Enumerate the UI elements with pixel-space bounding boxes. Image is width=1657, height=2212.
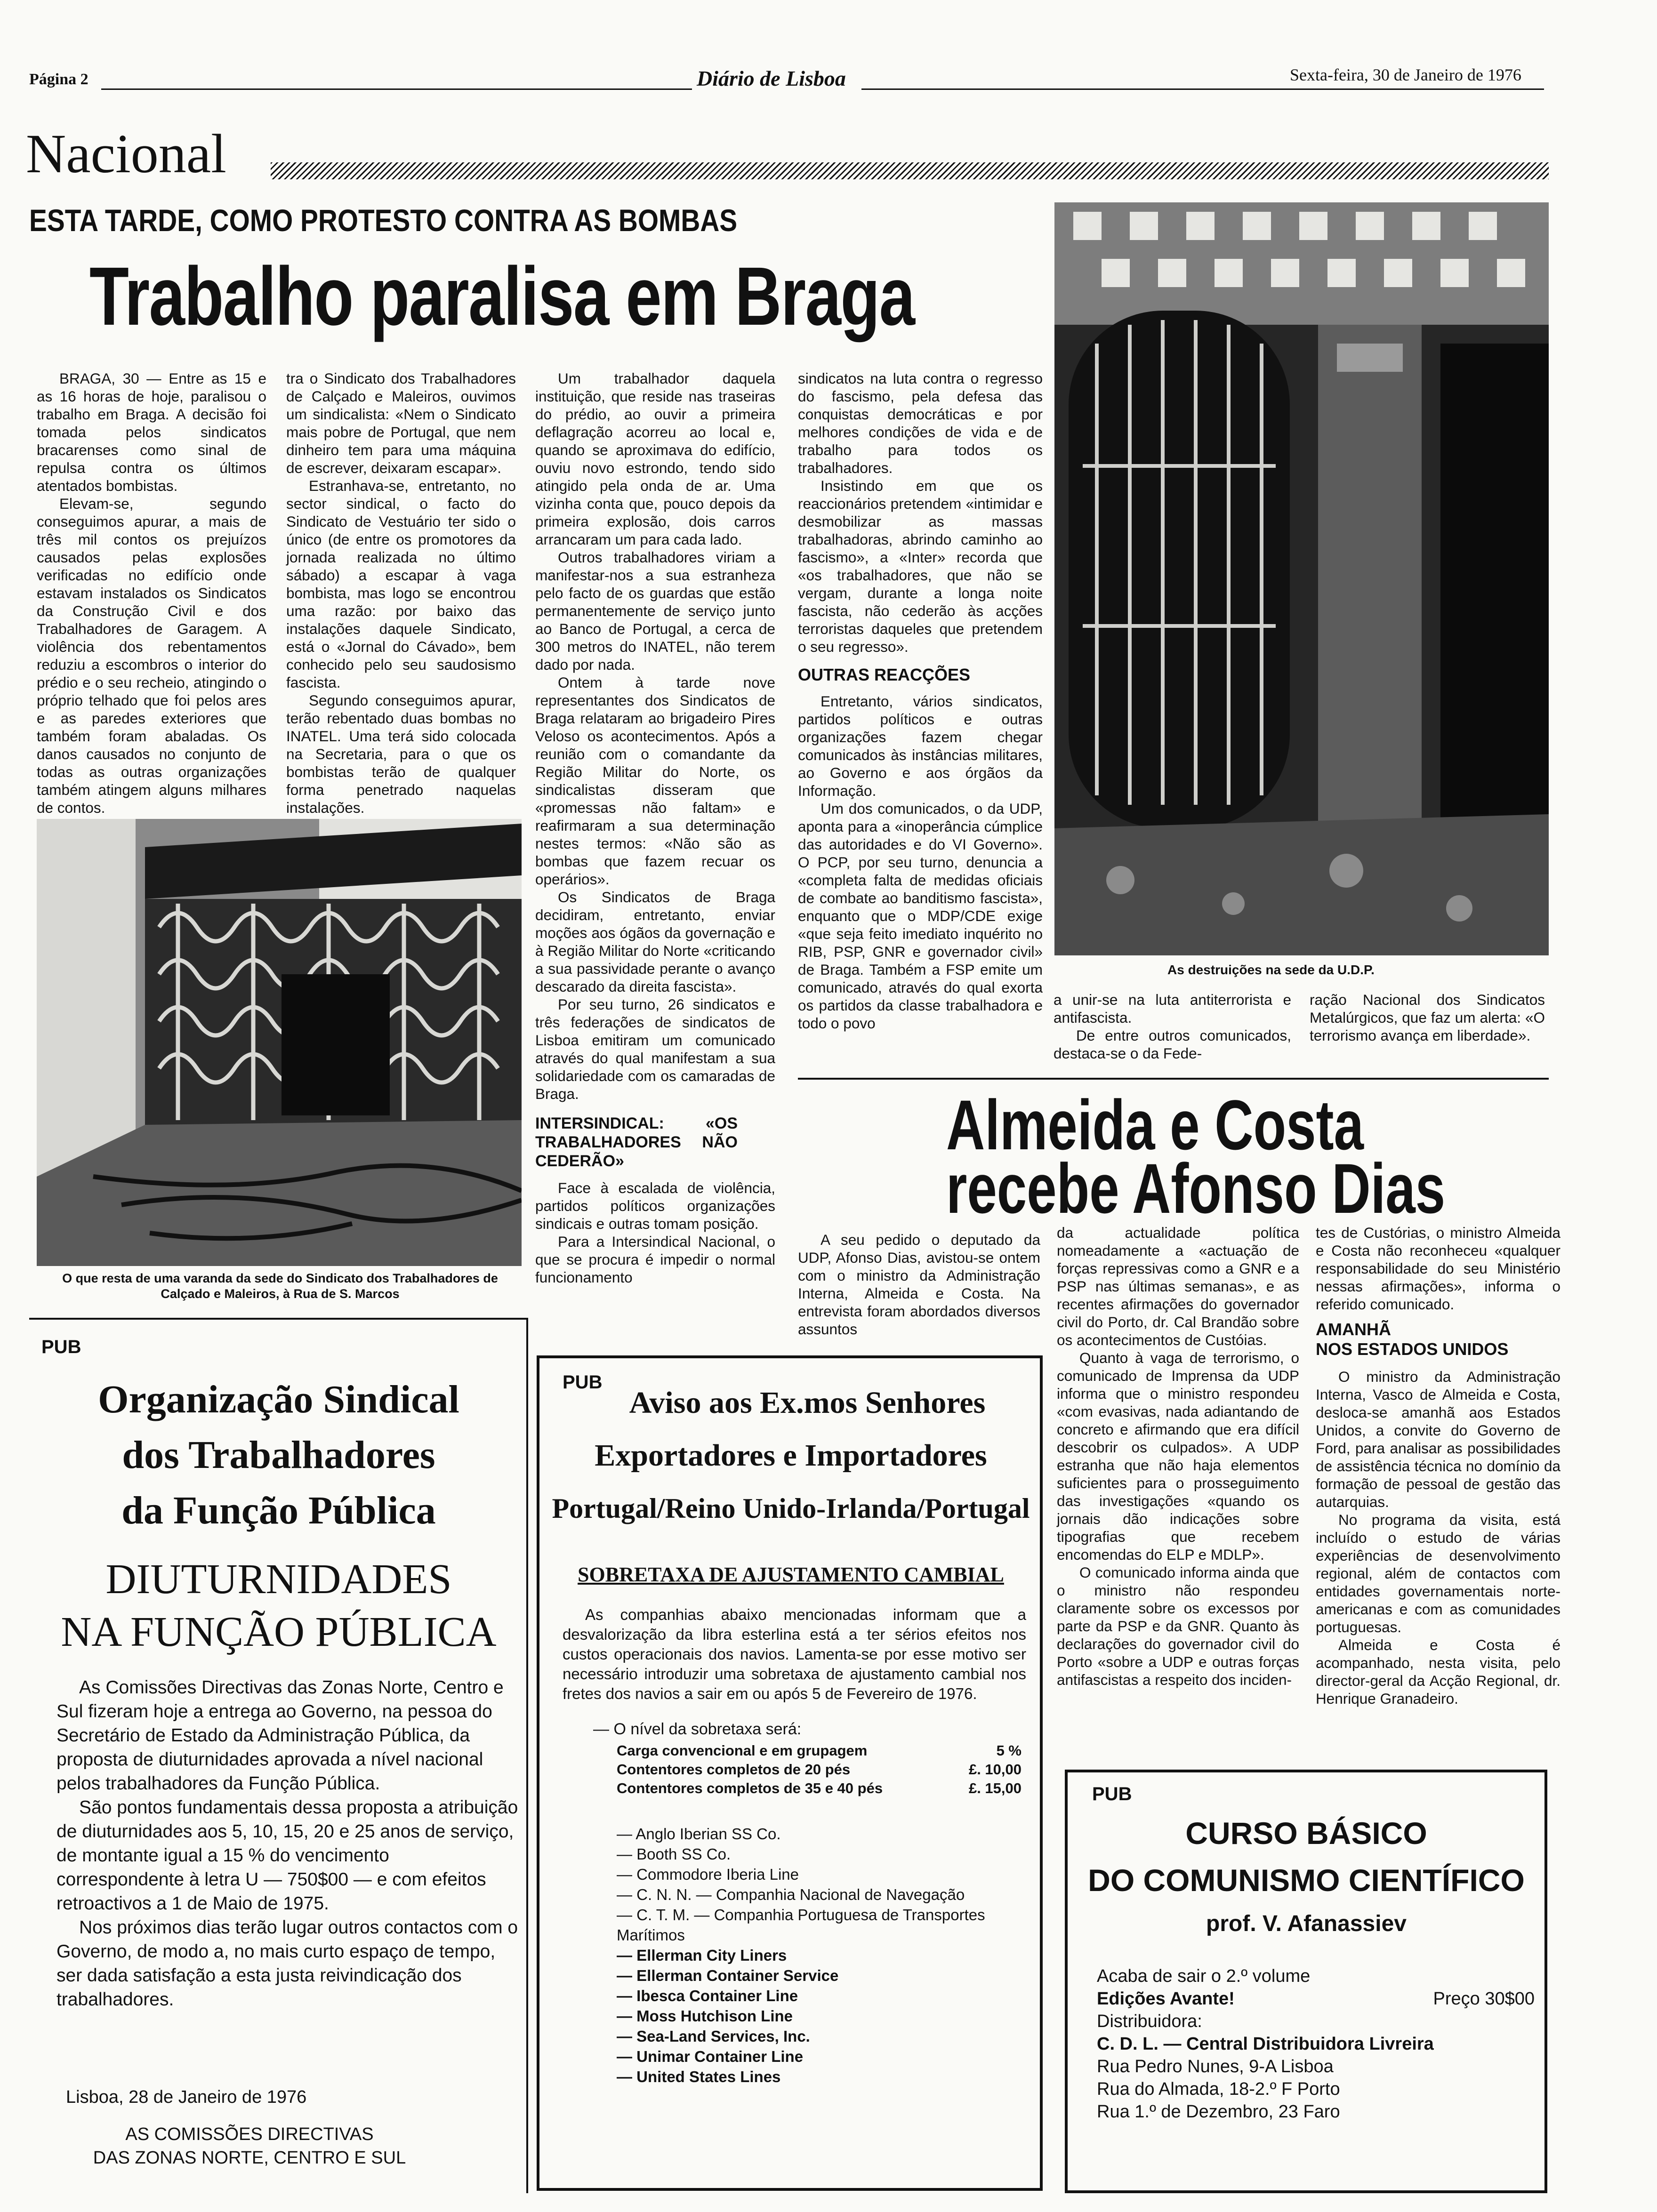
ad-right-address: Rua 1.º de Dezembro, 23 Faro xyxy=(1097,2102,1340,2122)
ad-left-signature xyxy=(56,2123,442,2170)
article-paragraph: De entre outros comunicados, destaca-se o da Fede- xyxy=(1054,1027,1291,1062)
company-item: — C. T. M. — Companhia Portuguesa de Transportes Marítimos xyxy=(617,1906,985,1944)
rate-label: Carga convencional e em grupagem xyxy=(617,1742,868,1759)
company-item: — Booth SS Co. xyxy=(617,1845,731,1863)
ad-mid-rate-intro: — O nível da sobretaxa será: xyxy=(593,1720,802,1738)
ad-mid-rates xyxy=(617,1741,1022,1798)
ad-right-price: Preço 30$00 xyxy=(1433,1989,1535,2009)
article2-col1 xyxy=(798,1231,1040,1338)
masthead-rule-under xyxy=(1271,88,1544,90)
rate-label: Contentores completos de 20 pés xyxy=(617,1761,851,1778)
ad-right-publisher: Edições Avante! xyxy=(1097,1989,1235,2009)
article-paragraph: Um dos comunicados, o da UDP, aponta para a «inoperância cúmplice das autoridades e do VI Governo». O PCP, por seu turno, denuncia a «completa falta de medidas oficiais de combate ao banditismo fascista», enquanto que o MDP/CDE exige «que seja feito imediato inquérito no RIB, PSP, GNR e governador civil» de Braga. Também a FSP emite um comunicado, através do qual exorta os partidos da classe trabalhadora e todo o povo xyxy=(798,800,1043,1032)
section-title: Nacional xyxy=(26,123,226,184)
ad-mid-body xyxy=(563,1605,1026,1704)
ad-mid-title-line2: Exportadores e Importadores xyxy=(595,1438,987,1473)
photo-balcony xyxy=(37,819,522,1266)
article2-col3 xyxy=(1316,1224,1560,1707)
masthead-rule-left xyxy=(101,88,692,90)
article2-headline-1: Almeida e Costa xyxy=(946,1085,1364,1164)
photo-udp-image xyxy=(1054,202,1549,955)
ad-right-title-line1: CURSO BÁSICO xyxy=(1185,1816,1427,1851)
ad-right-details xyxy=(1097,1965,1535,2123)
ad-right-line1: Acaba de sair o 2.º volume xyxy=(1097,1966,1311,1986)
caption-balcony: O que resta de uma varanda da sede do Sindicato dos Trabalhadores de Calçado e Maleiros, à Rua de S. Marcos xyxy=(62,1271,498,1301)
ad-mid-subtitle: SOBRETAXA DE AJUSTAMENTO CAMBIAL xyxy=(578,1563,1004,1586)
photo-udp xyxy=(1054,202,1549,955)
company-item: — Moss Hutchison Line xyxy=(617,2007,793,2025)
ad-right-address: Rua do Almada, 18-2.º F Porto xyxy=(1097,2079,1340,2099)
article-paragraph: Outros trabalhadores viriam a manifestar-nos a sua estranheza pelo facto de os guardas que estão permanentemente de serviço junto ao Banco de Portugal, a cerca de 300 metros do INATEL, não terem dado por nada. xyxy=(535,549,775,673)
article-paragraph: Ontem à tarde nove representantes dos Sindicatos de Braga relataram ao brigadeiro Pires Veloso os acontecimentos. Após a reunião com o comandante da Região Militar do Norte, os sindicalistas disseram que «promessas não faltam» e reafirmaram a sua determinação nestes termos: «Não são as bombas que fazem recuar os operários». xyxy=(535,674,775,888)
caption-udp: As destruições na sede da U.D.P. xyxy=(1167,962,1375,977)
rate-row xyxy=(617,1779,1022,1798)
ad-left-top-rule xyxy=(29,1318,528,1320)
photo-balcony-image xyxy=(37,819,522,1266)
ad-left-title-line2: dos Trabalhadores xyxy=(122,1433,435,1477)
ad-right-address: Rua Pedro Nunes, 9-A Lisboa xyxy=(1097,2057,1334,2076)
ad-right-title xyxy=(1069,1810,1544,1904)
rate-value: 5 % xyxy=(996,1742,1022,1759)
article1-col5 xyxy=(1054,991,1291,1062)
ad-left-title-line1: Organização Sindical xyxy=(98,1378,459,1421)
article-paragraph: tes de Custórias, o ministro Almeida e Costa não reconheceu «qualquer responsabilidade do seu Ministério nessas afirmações», informa o referido comunicado. xyxy=(1316,1224,1560,1313)
ad-right-dist-name: C. D. L. — Central Distribuidora Livreira xyxy=(1097,2034,1434,2054)
company-item: — Unimar Container Line xyxy=(617,2048,804,2065)
ad-right-pub: PUB xyxy=(1092,1784,1132,1804)
ad-left-body xyxy=(56,1675,520,2012)
rate-row xyxy=(617,1760,1022,1779)
subhead-intersindical: INTERSINDICAL: «OS TRABALHADORES NÃO CEDERÃO» xyxy=(535,1114,738,1170)
article-paragraph: Quanto à vaga de terrorismo, o comunicado de Imprensa da UDP informa que o ministro respondeu «com evasivas, nada adiantando de concreto e afirmando que era difícil descobrir os culpados». A UDP estranha que não haja elementos suficientes para o prosseguimento das investigações «quando os jornais dão indicações sobre tipografias que recebem encomendas do ELP e MDLP». xyxy=(1057,1349,1299,1563)
ad-mid-title-line1: Aviso aos Ex.mos Senhores xyxy=(629,1386,986,1420)
article-paragraph: tra o Sindicato dos Trabalhadores de Calçado e Maleiros, ouvimos um sindicalista: «Nem o Sindicato mais pobre de Portugal, que nem dinheiro tem para uma máquina de escrever, deixaram escapar». xyxy=(286,370,516,476)
article-paragraph: da actualidade política nomeadamente a «actuação de forças repressivas como a GNR e a PSP nas últimas semanas», e as recentes afirmações do governador civil do Porto, dr. Cal Brandão sobre os acontecimentos de Custóias. xyxy=(1057,1224,1299,1348)
company-item: — Sea-Land Services, Inc. xyxy=(617,2028,810,2045)
article-paragraph: sindicatos na luta contra o regresso do fascismo, pela defesa das conquistas democráticas e por melhores condições de vida e de trabalho para todos os trabalhadores. xyxy=(798,370,1043,476)
article1-col6 xyxy=(1310,991,1545,1044)
article-headline: Trabalho paralisa em Braga xyxy=(89,250,915,343)
ad-mid-companies xyxy=(617,1824,1022,2087)
article-paragraph: O comunicado informa ainda que o ministro não respondeu claramente sobre os excessos por parte da PSP e da GNR. Quanto às declarações do governador civil do Porto «sobre a UDP e outras forças antifascistas a respeito dos inciden- xyxy=(1057,1564,1299,1688)
ad-left-subtitle-line1: DIUTURNIDADES xyxy=(105,1556,452,1603)
ad-left-pub: PUB xyxy=(41,1337,81,1357)
ad-left-paragraph: Nos próximos dias terão lugar outros contactos com o Governo, de modo a, no mais curto espaço de tempo, ser dada satisfação a esta justa reivindicação dos trabalhadores. xyxy=(56,1917,518,2010)
article-paragraph: Os Sindicatos de Braga decidiram, entretanto, enviar moções aos ógãos da governação e à Região Militar do Norte «criticando a sua passividade perante o avanço descarado da direita fascista». xyxy=(535,889,775,995)
company-item: — Ibesca Container Line xyxy=(617,1987,798,2004)
ad-right-title-line2: DO COMUNISMO CIENTÍFICO xyxy=(1088,1863,1525,1898)
company-item: — C. N. N. — Companhia Nacional de Navegação xyxy=(617,1886,965,1903)
article-paragraph: BRAGA, 30 — Entre as 15 e as 16 horas de hoje, paralisou o trabalho em Braga. A decisão foi tomada pelos sindicatos bracarenses como sinal de repulsa contra os últimos atentados bombistas. xyxy=(37,370,266,494)
article-kicker: ESTA TARDE, COMO PROTESTO CONTRA AS BOMBAS xyxy=(29,203,738,238)
article-paragraph: Por seu turno, 26 sindicatos e três federações de sindicatos de Lisboa emitiram um comunicado através do qual manifestam a sua solidariedade com os camaradas de Braga. xyxy=(535,996,775,1102)
ad-right-publisher-row xyxy=(1097,1988,1535,2010)
masthead-rule-right xyxy=(861,88,1276,90)
ad-mid-pub: PUB xyxy=(563,1372,603,1393)
ad-mid-paragraph: As companhias abaixo mencionadas informam que a desvalorização da libra esterlina está a ter sérios efeitos nos custos operacionais dos navios. Lamenta-se por esse motivo ser necessário introduzir uma sobretaxa de ajustamento cambial nos fretes dos navios a sair em ou após 5 de Fevereiro de 1976. xyxy=(563,1606,1026,1702)
article-paragraph: Um trabalhador daquela instituição, que reside nas traseiras do prédio, ao ouvir a primeira deflagração acorreu ao local e, quando se aproximava do edifício, ouviu novo estrondo, tendo sido atingido pela onda de ar. Uma vizinha conta que, pouco depois da primeira explosão, dois carros arrancaram um para cada lado. xyxy=(535,370,775,548)
company-item: — Ellerman Container Service xyxy=(617,1967,839,1984)
issue-date: Sexta-feira, 30 de Janeiro de 1976 xyxy=(1290,65,1521,84)
ad-left-title-line3: da Função Pública xyxy=(121,1489,436,1532)
article-paragraph: Estranhava-se, entretanto, no sector sindical, o facto do Sindicato de Vestuário ter sido o único (de entre os promotores da jornada realizada no último sábado) a escapar à vaga bombista, mas logo se encontrou uma razão: por baixo das instalações daquele Sindicato, está o «Jornal do Cávado», bem conhecido pelo seu saudosismo fascista. xyxy=(286,477,516,691)
ad-left-paragraph: São pontos fundamentais dessa proposta a atribuição de diuturnidades aos 5, 10, 15, 20 e 25 anos de serviço, de montante igual a 15 % do vencimento correspondente à letra U — 750$00 — e com efeitos retroactivos a 1 de Maio de 1975. xyxy=(56,1797,518,1914)
rate-row xyxy=(617,1741,1022,1760)
article-paragraph: Segundo conseguimos apurar, terão rebentado duas bombas no INATEL. Uma terá sido colocada na Secretaria, para o que os bombistas terão de qualquer forma penetrado naquelas instalações. xyxy=(286,692,516,816)
article-paragraph: No programa da visita, está incluído o estudo de várias experiências de desenvolvimento regional, além de contactos com entidades governamentais norte-americanas e com as comunidades portuguesas. xyxy=(1316,1511,1560,1635)
article-paragraph: a unir-se na luta antiterrorista e antifascista. xyxy=(1054,991,1291,1026)
article1-col2 xyxy=(286,369,516,817)
subhead-amanha-line1: AMANHÃ xyxy=(1316,1320,1391,1339)
ad-mid-title xyxy=(541,1377,1040,1535)
ad-left-signature-line1: AS COMISSÕES DIRECTIVAS xyxy=(125,2124,374,2144)
article1-col1 xyxy=(37,369,266,834)
ad-left-subtitle-line2: NA FUNÇÃO PÚBLICA xyxy=(61,1609,497,1655)
article1-col4 xyxy=(798,369,1043,1032)
page-number: Página 2 xyxy=(29,71,88,88)
article-paragraph: ração Nacional dos Sindicatos Metalúrgicos, que faz um alerta: «O terrorismo avança em liberdade». xyxy=(1310,991,1545,1044)
article-paragraph: Insistindo em que os reaccionários pretendem «intimidar e desmobilizar as massas trabalhadoras, abrindo caminho ao fascismo», a «Inter» recorda que «os trabalhadores, que não se vergam, durante a longa noite fascista, não cederão às acções terroristas daqueles que pretendem o seu regresso». xyxy=(798,477,1043,655)
ad-left-paragraph: As Comissões Directivas das Zonas Norte, Centro e Sul fizeram hoje a entrega ao Governo, na pessoa do Secretário de Estado da Administração Pública, da proposta de diuturnidades aprovada a nível nacional pelos trabalhadores da Função Pública. xyxy=(56,1677,504,1794)
ad-left-signature-line2: DAS ZONAS NORTE, CENTRO E SUL xyxy=(93,2148,406,2168)
article-paragraph: O ministro da Administração Interna, Vasco de Almeida e Costa, desloca-se amanhã aos Estados Unidos, a convite do Governo de Ford, para analisar as possibilidades de assistência técnica no domínio da formação de pessoal de gestão das autarquias. xyxy=(1316,1368,1560,1510)
divider-article2-top xyxy=(798,1078,1549,1080)
article-paragraph: A seu pedido o deputado da UDP, Afonso Dias, avistou-se ontem com o ministro da Administração Interna, Almeida e Costa. Na entrevista foram abordados diversos assuntos xyxy=(798,1231,1040,1338)
subhead-outras-reaccoes: OUTRAS REACÇÕES xyxy=(798,665,971,684)
ad-left-title xyxy=(29,1372,528,1539)
ad-right-author: prof. V. Afanassiev xyxy=(1206,1911,1407,1936)
article2-col2 xyxy=(1057,1224,1299,1689)
company-item: — Anglo Iberian SS Co. xyxy=(617,1825,781,1843)
article-paragraph: Elevam-se, segundo conseguimos apurar, a mais de três mil contos os prejuízos causados pelas explosões verificadas no edifício onde estavam instalados os Sindicatos da Construção Civil e dos Trabalhadores de Garagem. A violência dos rebentamentos reduziu a escombros o interior do prédio e o seu recheio, atingindo o próprio telhado que foi pelos ares e as paredes exteriores que também foram abaladas. Os danos causados no conjunto de todas as outras organizações também atingem alguns milhares de contos. xyxy=(37,495,266,816)
newspaper-title: Diário de Lisboa xyxy=(697,66,846,90)
article-paragraph: Almeida e Costa é acompanhado, nesta visita, pelo director-geral da Acção Regional, dr. Henrique Granadeiro. xyxy=(1316,1636,1560,1707)
article-paragraph: Para a Intersindical Nacional, o que se procura é impedir o normal funcionamento xyxy=(535,1233,775,1286)
article1-col3 xyxy=(535,369,775,1286)
article2-headline-2: recebe Afonso Dias xyxy=(946,1149,1446,1228)
company-item: — United States Lines xyxy=(617,2068,781,2085)
company-item: — Commodore Iberia Line xyxy=(617,1866,799,1883)
rate-value: £. 15,00 xyxy=(968,1780,1022,1796)
section-hatch xyxy=(271,162,1549,179)
subhead-amanha-line2: NOS ESTADOS UNIDOS xyxy=(1316,1339,1509,1359)
article-paragraph: Entretanto, vários sindicatos, partidos políticos e outras organizações fazem chegar comunicados às instâncias militares, ao Governo e aos órgãos da Informação. xyxy=(798,693,1043,799)
rate-label: Contentores completos de 35 e 40 pés xyxy=(617,1780,883,1796)
ad-right-dist-label: Distribuidora: xyxy=(1097,2012,1202,2031)
ad-left-subtitle xyxy=(29,1553,528,1659)
ad-left-place-date: Lisboa, 28 de Janeiro de 1976 xyxy=(66,2087,307,2107)
rate-value: £. 10,00 xyxy=(968,1761,1022,1778)
company-item: — Ellerman City Liners xyxy=(617,1947,787,1964)
article-paragraph: Face à escalada de violência, partidos políticos organizações sindicais e outras tomam posição. xyxy=(535,1179,775,1232)
subhead-amanha xyxy=(1316,1320,1560,1359)
ad-mid-title-line3: Portugal/Reino Unido-Irlanda/Portugal xyxy=(552,1493,1030,1524)
